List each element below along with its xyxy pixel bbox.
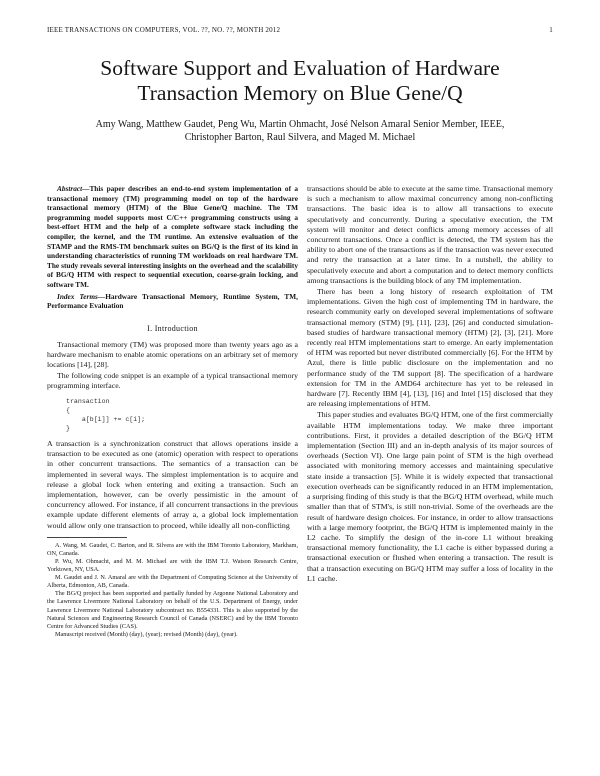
code-line: }	[66, 424, 70, 432]
body-paragraph-3: This paper studies and evaluates BG/Q HTM, one of the first commercially available HTM implementations today. We make three important contributions. First, it provides a detailed description of the BG/Q HTM implementation (Section III) and an in-depth analysis of its major sources of overheads (Section VI). One large pain point of STM is the high overhead associated with monitoring memory accesses and maintaining speculative state inside a transaction [5]. While it is widely expected that transactional execution overheads can be significantly reduced in an HTM implementation, a surprising finding of this study is that the BG/Q HTM overhead, while much smaller than that of STM's, is still non-trivial. Some of the overheads are the result of hardware design choices. For instance, in order to allow transactions with a large memory footprint, the BG/Q HTM is implemented mainly in the L2 cache. To simplify the design of the in-core L1 without breaking transactional memory functionality, the L1 cache is either bypassed during a transactional execution or flushed when entering a transaction. The result is that a transaction executing on BG/Q HTM may suffer a loss of locality in the L1 cache.	[307, 410, 553, 583]
index-terms	[47, 292, 298, 311]
intro-paragraph-2: The following code snippet is an example of a typical transactional memory programming interface.	[47, 370, 298, 390]
right-column	[307, 184, 553, 584]
abstract-text: —This paper describes an end-to-end system implementation of a transactional memory (TM) programming model on top of the hardware transactional memory (HTM) of the Blue Gene/Q machine. The TM programming model supports most C/C++ programming constructs using a best-effort HTM and the help of a complete software stack including the compiler, the kernel, and the TM runtime. An extensive evaluation of the STAMP and the RMS-TM benchmark suites on BG/Q is the first of its kind in understanding characteristics of running TM workloads on real hardware TM. The study reveals several interesting insights on the overhead and the scalability of BG/Q HTM with respect to sequential execution, coarse-grain locking, and software TM.	[47, 184, 298, 289]
section-heading-introduction: I. Introduction	[147, 323, 198, 333]
paper-title	[40, 56, 560, 106]
index-terms-label: Index Terms	[57, 291, 98, 301]
authors-line-2: Christopher Barton, Raul Silvera, and Maged M. Michael	[184, 132, 416, 143]
code-line: transaction	[66, 397, 110, 405]
running-head	[47, 26, 553, 34]
footnote-affiliation-watson: P. Wu, M. Ohmacht, and M. M. Michael are with the IBM T.J. Watson Research Centre, Yorktown, NY, USA.	[47, 557, 298, 574]
footnote-divider	[47, 537, 127, 538]
body-paragraph-1: transactions should be able to execute at the same time. Transactional memory is such a mechanism to allow maximal concurrency among non-conflicting transactions. The basic idea is to allow all transactions to execute speculatively and concurrently. During a speculative execution, the TM system will monitor and detect conflicts among memory accesses of all concurrent transactions. Once a conflict is detected, the TM system has the ability to abort one of the transactions as if the transaction was never executed and retry the transaction at a later time. In a nutshell, the ability to speculatively execute and abort a computation and to detect memory conflicts among transactions is the building block of any TM implementation.	[307, 184, 553, 285]
title-line-2: Transaction Memory on Blue Gene/Q	[137, 81, 463, 105]
journal-header: IEEE TRANSACTIONS ON COMPUTERS, VOL. ??, NO. ??, MONTH 2012	[47, 26, 281, 34]
abstract-label: Abstract	[57, 184, 83, 193]
footnote-funding: The BG/Q project has been supported and partially funded by Argonne National Laboratory and the Lawrence Livermore National Laboratory on behalf of the U.S. Department of Energy, under Lawrence Livermore National Laboratory subcontract no. B554331. This is also supported by the Natural Sciences and Engineering Research Council of Canada (NSERC) and by the IBM Toronto Centre for Advanced Studies (CAS).	[47, 590, 298, 630]
intro-paragraph-3: A transaction is a synchronization construct that allows operations inside a transaction to be executed as one (atomic) operation with respect to operations in other concurrent transactions. The semantics of a transaction can be implemented in several ways. The simplest implementation is to acquire and release a global lock when entering and exiting a transaction. Such an implementation, however, can be overly pessimistic in the amount of concurrency allowed. For instance, if all concurrent transactions in the previous example update different elements of array a, a global lock implementation would allow only one transaction to proceed, while ideally all non-conflicting	[47, 438, 298, 530]
page-number: 1	[549, 26, 553, 34]
body-paragraph-2: There has been a long history of research exploitation of TM implementations. Given the high cost of implementing TM in hardware, the research community early on developed several implementations of software transactional memory (STM) [9], [11], [23], [26] and conducted simulation-based studies of hardware transactional memory (HTM) [2], [3], [21]. More recently real HTM implementations start to emerge. An early implementation of HTM was reported but never distributed commercially [6]. For the HTM by Azul, there is little public disclosure on the implementation and no performance study of the TM support [8]. The specification of a hardware extension for TM in the AMD64 architecture has yet to be released in hardware [7]. Recently IBM [4], [13], [16] and Intel [15] disclosed that they are releasing implementations of HTM.	[307, 287, 553, 409]
left-column	[47, 184, 298, 639]
abstract	[47, 184, 298, 290]
code-line: a[b[i]] += c[i];	[66, 415, 146, 423]
code-snippet	[66, 397, 298, 433]
authors-line-1: Amy Wang, Matthew Gaudet, Peng Wu, Martin Ohmacht, José Nelson Amaral Senior Member, IEEE,	[95, 119, 505, 130]
footnote-manuscript-dates: Manuscript received (Month) (day), (year); revised (Month) (day), (year).	[55, 630, 238, 638]
index-terms-text: —Hardware Transactional Memory, Runtime System, TM, Performance Evaluation	[47, 291, 298, 311]
code-line: {	[66, 406, 70, 414]
title-line-1: Software Support and Evaluation of Hardware	[100, 56, 500, 80]
intro-paragraph-1: Transactional memory (TM) was proposed more than twenty years ago as a hardware mechanism to enable atomic operations on an arbitrary set of memory locations [14], [28].	[47, 339, 298, 370]
author-list	[40, 118, 560, 144]
footnote-affiliation-alberta: M. Gaudet and J. N. Amaral are with the Department of Computing Science at the University of Alberta, Edmonton, AB, Canada.	[47, 574, 298, 590]
footnote-affiliation-toronto: A. Wang, M. Gaudet, C. Barton, and R. Silvera are with the IBM Toronto Laboratory, Markham, ON, Canada.	[47, 541, 298, 557]
